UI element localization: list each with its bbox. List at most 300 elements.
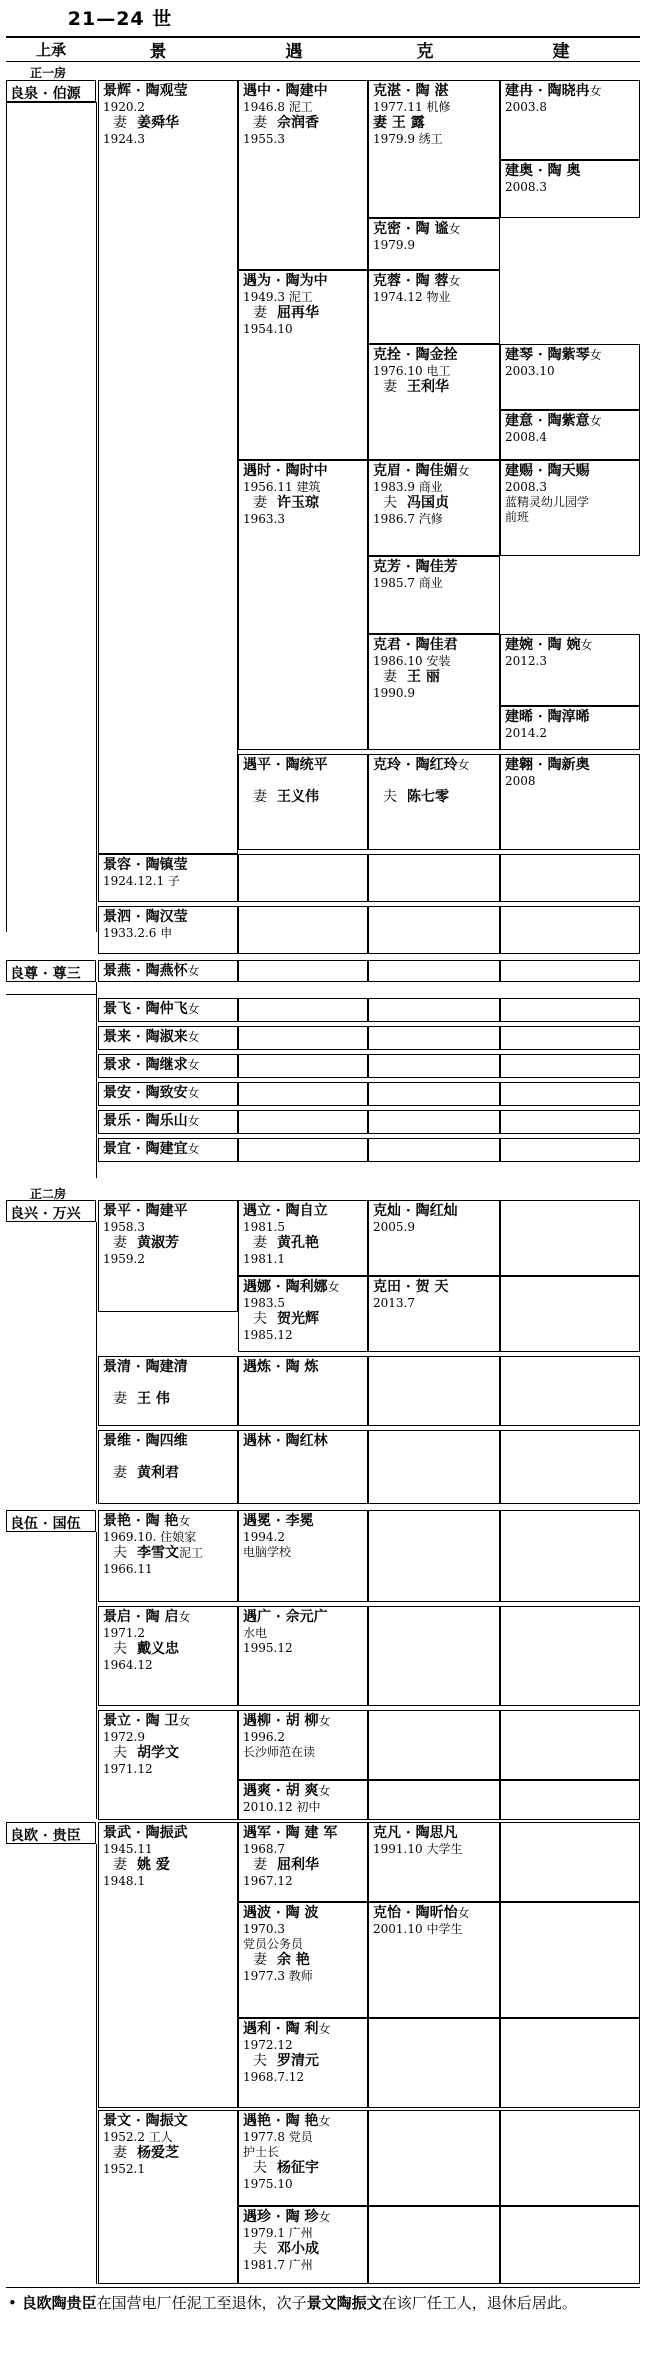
person-info: 1974.12 物业: [373, 290, 451, 304]
person-cell: [238, 1430, 368, 1504]
empty-cell: [368, 1606, 500, 1706]
spouse-info: 1966.11: [103, 1562, 153, 1576]
footnote: [8, 2293, 638, 2314]
spouse-role: 夫: [253, 2160, 267, 2176]
person-name: 遇时 · 陶时中: [243, 463, 328, 479]
spouse-info: 1959.2: [103, 1252, 145, 1266]
spouse-role: 妻: [113, 1857, 127, 1873]
person-info: 1994.2: [243, 1530, 285, 1544]
root-rule: [96, 1532, 97, 1819]
person-info: 2003.10: [505, 364, 555, 378]
gender-mark: 女: [187, 1086, 200, 1100]
empty-cell: [368, 1082, 500, 1106]
root-rule: [96, 982, 97, 1178]
person-name: 景飞 · 陶仲飞: [103, 1001, 188, 1017]
person-info: 电脑学校: [243, 1545, 292, 1559]
person-name: 景容 · 陶镇莹: [103, 857, 188, 873]
column-header-jian: 建: [552, 41, 588, 62]
spouse-name: 王 伟: [137, 1391, 170, 1407]
person-info: 蓝精灵幼儿园学: [505, 495, 590, 509]
footnote-person: 良欧陶贵臣: [21, 2294, 97, 2312]
gender-mark: 女: [448, 274, 461, 288]
person-info: 1977.8 党员: [243, 2130, 313, 2144]
spouse-info: 1985.12: [243, 1328, 293, 1342]
empty-cell: [368, 854, 500, 902]
person-cell: [500, 754, 640, 850]
spouse-info: 1954.10: [243, 322, 293, 336]
gender-mark: 女: [318, 2114, 331, 2128]
person-info: 2008.3: [505, 480, 547, 494]
gender-mark: 女: [457, 1906, 470, 1920]
person-name: 遇立 · 陶自立: [243, 1203, 328, 1219]
person-info: 1969.10. 住娘家: [103, 1530, 197, 1544]
person-info: 1996.2: [243, 1730, 285, 1744]
person-name: 景平 · 陶建平: [103, 1203, 188, 1219]
person-cell: [238, 1710, 368, 1780]
person-name: 景启 · 陶 启: [103, 1609, 179, 1625]
person-cell: [500, 634, 640, 706]
person-cell: [368, 344, 500, 460]
gender-mark: 女: [318, 1784, 331, 1798]
person-name: 景武 · 陶振武: [103, 1825, 188, 1841]
section-label-second: 正二房: [30, 1187, 67, 1201]
person-cell: [500, 410, 640, 460]
person-name: 克凡 · 陶思凡: [373, 1825, 458, 1841]
spouse-info: 1979.9 绣工: [373, 132, 443, 146]
person-name: 建赐 · 陶天赐: [505, 463, 590, 479]
person-name: 遇为 · 陶为中: [243, 273, 328, 289]
person-info: 1933.2.6 申: [103, 926, 173, 940]
person-name: 景来 · 陶淑来: [103, 1029, 188, 1045]
gender-mark: 女: [589, 414, 602, 428]
empty-cell: [368, 906, 500, 954]
spouse-name: 贺光辉: [277, 1311, 319, 1327]
person-info: 1956.11 建筑: [243, 480, 321, 494]
person-cell: [238, 1822, 368, 1902]
spouse-info: 1971.12: [103, 1762, 153, 1776]
person-name: 景乐 · 陶乐山: [103, 1113, 188, 1129]
person-info: 1952.2 工人: [103, 2130, 173, 2144]
empty-cell: [368, 1430, 500, 1504]
gender-mark: 女: [589, 84, 602, 98]
spouse-role: 妻: [253, 789, 267, 805]
person-name: 遇冕 · 李冕: [243, 1513, 314, 1529]
person-cell: [238, 1276, 368, 1352]
spouse-name: 罗清元: [277, 2053, 319, 2069]
spouse-name: 王义伟: [277, 789, 319, 805]
person-info: 1979.1 广州: [243, 2226, 313, 2240]
spouse-name: 王利华: [407, 379, 449, 395]
column-header-jing: 景: [149, 41, 185, 62]
person-cell: [98, 1054, 238, 1078]
person-name: 景维 · 陶四维: [103, 1433, 188, 1449]
person-cell: [500, 460, 640, 556]
spouse-role: 妻: [113, 1465, 127, 1481]
gender-mark: 女: [327, 1280, 340, 1294]
empty-cell: [238, 1054, 368, 1078]
person-name: 景文 · 陶振文: [103, 2113, 188, 2129]
footnote-person: 景文陶振文: [306, 2294, 382, 2312]
person-name: 克蓉 · 陶 蓉: [373, 273, 449, 289]
empty-cell: [500, 1822, 640, 1902]
person-name: 建冉 · 陶晓冉: [505, 83, 590, 99]
empty-cell: [500, 1780, 640, 1820]
person-cell: [238, 2110, 368, 2206]
person-info: 2014.2: [505, 726, 547, 740]
person-name: 克君 · 陶佳君: [373, 637, 458, 653]
spouse-name: 邓小成: [277, 2241, 319, 2257]
spouse-role: 夫: [253, 2241, 267, 2257]
person-info: 1958.3: [103, 1220, 145, 1234]
spouse-info: 1981.1: [243, 1252, 285, 1266]
person-cell: [368, 1200, 500, 1276]
person-name: 建奥 · 陶 奥: [505, 163, 581, 179]
person-info: 2008: [505, 774, 536, 788]
person-info: 1981.5: [243, 1220, 285, 1234]
empty-cell: [368, 1054, 500, 1078]
person-name: 建琴 · 陶紫琴: [505, 347, 590, 363]
empty-cell: [368, 1356, 500, 1426]
person-name: 建意 · 陶紫意: [505, 413, 590, 429]
spouse-role: 妻: [113, 1391, 127, 1407]
spouse-role: 妻: [113, 2145, 127, 2161]
person-cell: [98, 1138, 238, 1162]
empty-cell: [500, 2110, 640, 2206]
empty-cell: [238, 1082, 368, 1106]
footnote-text: 在该厂任工人，退休后居此。: [381, 2294, 577, 2312]
person-cell: [238, 1200, 368, 1276]
spouse-info: 1981.7 广州: [243, 2258, 313, 2272]
empty-cell: [500, 1138, 640, 1162]
root-rule: [96, 1844, 97, 2284]
empty-cell: [368, 1510, 500, 1602]
person-info: 1979.9: [373, 238, 415, 252]
person-cell: [368, 80, 500, 218]
spouse-role: 妻: [253, 495, 267, 511]
person-name: 遇平 · 陶统平: [243, 757, 328, 773]
spouse-info: 1986.7 汽修: [373, 512, 443, 526]
root-ancestor-liangwu: 良伍 · 国伍: [6, 1510, 96, 1532]
person-info: 党员公务员: [243, 1937, 304, 1951]
person-info: 1972.9: [103, 1730, 145, 1744]
footer-rule: [6, 2287, 640, 2288]
person-cell: [368, 218, 500, 270]
gender-mark: 女: [448, 222, 461, 236]
person-cell: [368, 460, 500, 556]
person-info: 1971.2: [103, 1626, 145, 1640]
empty-cell: [500, 2018, 640, 2108]
spouse-line: 妻 王 露: [373, 115, 425, 131]
person-info: 2001.10 中学生: [373, 1922, 463, 1936]
person-cell: [98, 1356, 238, 1426]
empty-cell: [500, 1430, 640, 1504]
spouse-name: 杨征宇: [277, 2160, 319, 2176]
person-cell: [368, 1276, 500, 1352]
person-name: 遇爽 · 胡 爽: [243, 1783, 319, 1799]
person-name: 建晞 · 陶淳晞: [505, 709, 590, 725]
person-info: 2010.12 初中: [243, 1800, 321, 1814]
empty-cell: [368, 2206, 500, 2284]
person-cell: [500, 344, 640, 410]
header-bottom-rule: [6, 61, 640, 62]
root-ancestor-liangou: 良欧 · 贵臣: [6, 1822, 96, 1844]
spouse-name: 冯国贞: [407, 495, 449, 511]
bullet-mark: •: [8, 2294, 17, 2312]
spouse-role: 妻: [253, 1952, 267, 1968]
person-name: 景求 · 陶继求: [103, 1057, 188, 1073]
gender-mark: 女: [178, 1714, 191, 1728]
person-info: 1995.12: [243, 1641, 293, 1655]
person-info: 1991.10 大学生: [373, 1842, 463, 1856]
spouse-info: 1990.9: [373, 686, 415, 700]
person-name: 景立 · 陶 卫: [103, 1713, 179, 1729]
person-cell: [500, 80, 640, 160]
spouse-name: 黄利君: [137, 1465, 179, 1481]
person-name: 遇波 · 陶 波: [243, 1905, 319, 1921]
person-cell: [98, 906, 238, 954]
root-rule: [96, 102, 97, 932]
person-name: 克芳 · 陶佳芳: [373, 559, 458, 575]
person-cell: [368, 270, 500, 344]
person-name: 景清 · 陶建清: [103, 1359, 188, 1375]
person-name: 建翱 · 陶新奥: [505, 757, 590, 773]
empty-cell: [500, 1200, 640, 1276]
spouse-role: 夫: [383, 789, 397, 805]
empty-cell: [500, 2206, 640, 2284]
spouse-role: 妻: [253, 115, 267, 131]
spouse-note: 泥工: [179, 1546, 204, 1560]
person-cell: [368, 1822, 500, 1902]
person-cell: [368, 556, 500, 634]
spouse-role: 夫: [113, 1545, 127, 1561]
section-label-first: 正一房: [30, 66, 67, 80]
spouse-info: 1955.3: [243, 132, 285, 146]
person-info: 2008.3: [505, 180, 547, 194]
person-cell: [98, 998, 238, 1022]
gender-mark: 女: [187, 1114, 200, 1128]
person-name: 克怡 · 陶昕怡: [373, 1905, 458, 1921]
person-info: 1977.11 机修: [373, 100, 451, 114]
spouse-name: 杨爱芝: [137, 2145, 179, 2161]
person-info: 1983.9 商业: [373, 480, 443, 494]
person-cell: [368, 754, 500, 850]
person-cell: [98, 1822, 238, 2108]
person-cell: [238, 460, 368, 750]
empty-cell: [500, 1026, 640, 1050]
gender-mark: 女: [178, 1610, 191, 1624]
page-title: 21—24 世: [67, 8, 173, 30]
gender-mark: 女: [580, 638, 593, 652]
person-info: 1968.7: [243, 1842, 285, 1856]
empty-cell: [368, 1780, 500, 1820]
spouse-name: 陈七零: [407, 789, 449, 805]
person-cell: [98, 1430, 238, 1504]
person-name: 遇柳 · 胡 柳: [243, 1713, 319, 1729]
column-header-ke: 克: [416, 41, 452, 62]
empty-cell: [238, 906, 368, 954]
gender-mark: 女: [318, 2022, 331, 2036]
spouse-name: 屈再华: [277, 305, 319, 321]
empty-cell: [500, 1606, 640, 1706]
spouse-name: 戴义忠: [137, 1641, 179, 1657]
person-name: 克湛 · 陶 湛: [373, 83, 449, 99]
person-name: 遇艳 · 陶 艳: [243, 2113, 319, 2129]
person-info: 1945.11: [103, 1842, 153, 1856]
person-cell: [238, 1780, 368, 1820]
empty-cell: [368, 998, 500, 1022]
gender-mark: 女: [589, 348, 602, 362]
empty-cell: [500, 906, 640, 954]
spouse-name: 许玉琼: [277, 495, 319, 511]
person-cell: [238, 1356, 368, 1426]
column-header-ancestor: 上承: [35, 40, 66, 59]
person-name: 遇炼 · 陶 炼: [243, 1359, 319, 1375]
person-name: 景安 · 陶致安: [103, 1085, 188, 1101]
empty-cell: [500, 1110, 640, 1134]
person-name: 遇珍 · 陶 珍: [243, 2209, 319, 2225]
spouse-name: 佘润香: [277, 115, 319, 131]
person-name: 景艳 · 陶 艳: [103, 1513, 179, 1529]
person-cell: [98, 1026, 238, 1050]
person-name: 克玲 · 陶红玲: [373, 757, 458, 773]
empty-cell: [368, 2018, 500, 2108]
empty-cell: [500, 1710, 640, 1780]
person-cell: [98, 2110, 238, 2284]
spouse-role: 妻: [383, 669, 397, 685]
spouse-info: 1948.1: [103, 1874, 145, 1888]
gender-mark: 女: [187, 1142, 200, 1156]
spouse-name: 余 艳: [277, 1952, 310, 1968]
empty-cell: [500, 1902, 640, 2018]
empty-cell: [238, 998, 368, 1022]
person-cell: [238, 754, 368, 850]
empty-cell: [368, 1710, 500, 1780]
person-cell: [500, 160, 640, 218]
spouse-role: 妻: [113, 115, 127, 131]
spouse-name: 王 丽: [407, 669, 440, 685]
empty-cell: [500, 998, 640, 1022]
empty-cell: [238, 960, 368, 982]
empty-cell: [500, 1054, 640, 1078]
spouse-name: 胡学文: [137, 1745, 179, 1761]
person-name: 克灿 · 陶红灿: [373, 1203, 458, 1219]
root-ancestor-liangquan: 良泉 · 伯源: [6, 80, 96, 102]
spouse-name: 李雪文: [137, 1545, 179, 1561]
person-name: 克拴 · 陶金拴: [373, 347, 458, 363]
person-name: 遇广 · 佘元广: [243, 1609, 328, 1625]
spouse-role: 妻: [113, 1235, 127, 1251]
person-name: 遇中 · 陶建中: [243, 83, 328, 99]
person-info: 2003.8: [505, 100, 547, 114]
person-name: 克密 · 陶 谧: [373, 221, 449, 237]
empty-cell: [238, 1110, 368, 1134]
person-cell: [98, 1606, 238, 1706]
person-info: 前班: [505, 510, 530, 524]
person-name: 景泗 · 陶汉莹: [103, 909, 188, 925]
root-rule: [6, 80, 7, 932]
spouse-info: 1967.12: [243, 1874, 293, 1888]
person-info: 1983.5: [243, 1296, 285, 1310]
gender-mark: 女: [318, 2210, 331, 2224]
spouse-info: 1952.1: [103, 2162, 145, 2176]
person-info: 1949.3 泥工: [243, 290, 313, 304]
gender-mark: 女: [318, 1714, 331, 1728]
person-name: 克眉 · 陶佳媚: [373, 463, 458, 479]
person-cell: [238, 270, 368, 460]
person-info: 护士长: [243, 2145, 280, 2159]
gender-mark: 女: [187, 1030, 200, 1044]
spouse-role: 妻: [253, 305, 267, 321]
person-cell: [98, 1710, 238, 1820]
column-header-yu: 遇: [285, 41, 321, 62]
empty-cell: [238, 1138, 368, 1162]
empty-cell: [500, 1276, 640, 1352]
empty-cell: [500, 960, 640, 982]
person-cell: [238, 2206, 368, 2284]
spouse-role: 妻: [253, 1235, 267, 1251]
person-cell: [368, 1902, 500, 2018]
gender-mark: 女: [187, 964, 200, 978]
person-info: 1970.3: [243, 1922, 285, 1936]
spouse-name: 屈利华: [277, 1857, 319, 1873]
empty-cell: [368, 960, 500, 982]
person-info: 2005.9: [373, 1220, 415, 1234]
gender-mark: 女: [457, 758, 470, 772]
person-cell: [238, 80, 368, 270]
spouse-name: 姚 爱: [137, 1857, 170, 1873]
root-rule: [96, 1222, 97, 1504]
gender-mark: 女: [187, 1058, 200, 1072]
gender-mark: 女: [178, 1514, 191, 1528]
person-name: 遇军 · 陶 建 军: [243, 1825, 338, 1841]
spouse-info: 1977.3 教师: [243, 1969, 313, 1983]
root-ancestor-liangzun: 良尊 · 尊三: [6, 960, 96, 982]
spouse-role: 夫: [113, 1745, 127, 1761]
empty-cell: [500, 1356, 640, 1426]
person-cell: [98, 1110, 238, 1134]
spouse-info: 1924.3: [103, 132, 145, 146]
person-info: 2012.3: [505, 654, 547, 668]
person-info: 2013.7: [373, 1296, 415, 1310]
person-cell: [98, 80, 238, 854]
root-ancestor-liangxing: 良兴 · 万兴: [6, 1200, 96, 1222]
person-name: 景燕 · 陶燕怀: [103, 963, 188, 979]
empty-cell: [368, 1138, 500, 1162]
person-info: 1986.10 安装: [373, 654, 451, 668]
spouse-role: 夫: [113, 1641, 127, 1657]
person-cell: [238, 2018, 368, 2108]
root-rule: [6, 102, 96, 103]
person-cell: [98, 1082, 238, 1106]
person-name: 克田 · 贺 天: [373, 1279, 449, 1295]
empty-cell: [500, 1082, 640, 1106]
spouse-name: 姜舜华: [137, 115, 179, 131]
person-name: 景辉 · 陶观莹: [103, 83, 188, 99]
empty-cell: [500, 1510, 640, 1602]
person-name: 遇利 · 陶 利: [243, 2021, 319, 2037]
person-info: 2008.4: [505, 430, 547, 444]
spouse-role: 妻: [383, 379, 397, 395]
empty-cell: [368, 2110, 500, 2206]
spouse-name: 黄孔艳: [277, 1235, 319, 1251]
footnote-text: 在国营电厂任泥工至退休，次子: [96, 2294, 307, 2312]
person-cell: [98, 1510, 238, 1602]
spouse-role: 妻: [253, 1857, 267, 1873]
person-info: 1920.2: [103, 100, 145, 114]
root-rule: [6, 994, 96, 995]
empty-cell: [238, 1026, 368, 1050]
person-cell: [98, 960, 238, 982]
